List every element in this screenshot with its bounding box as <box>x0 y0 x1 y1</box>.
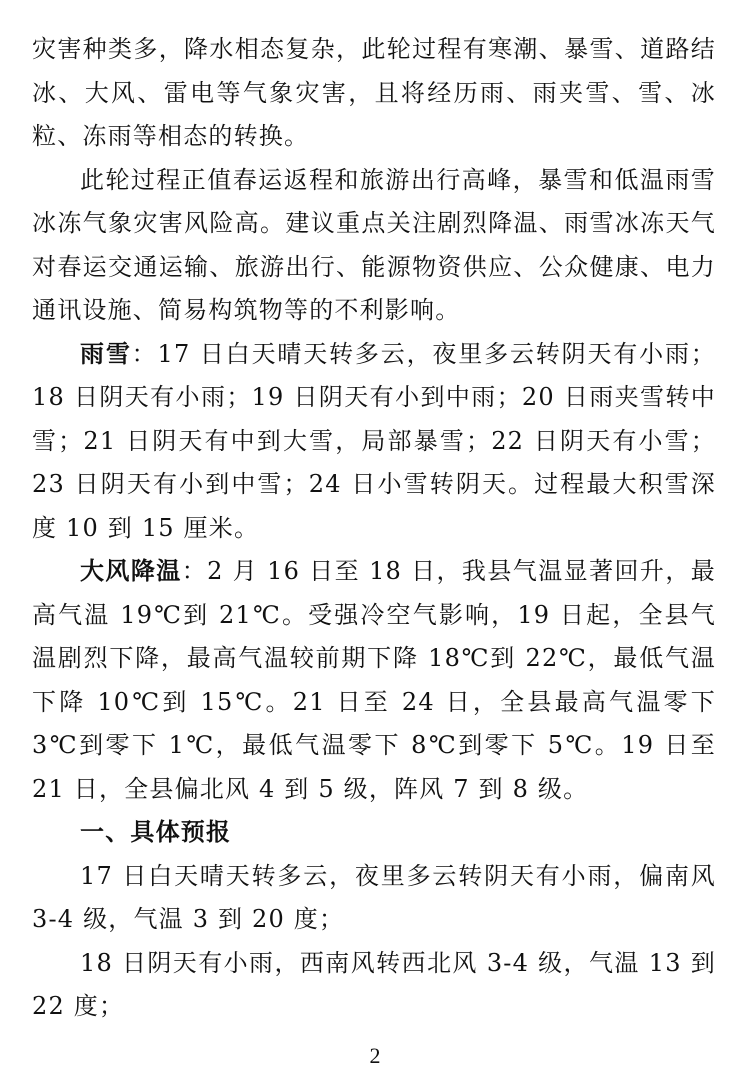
paragraph-wind-cooling <box>32 550 716 811</box>
page-number: 2 <box>369 1043 381 1068</box>
paragraph-travel-risk: 此轮过程正值春运返程和旅游出行高峰，暴雪和低温雨雪冰冻气象灾害风险高。建议重点关注剧烈降温、雨雪冰冻天气对春运交通运输、旅游出行、能源物资供应、公众健康、电力通讯设施、简易构筑物等的不利影响。 <box>32 165 716 324</box>
paragraph-hazard-types: 灾害种类多，降水相态复杂，此轮过程有寒潮、暴雪、道路结冰、大风、雷电等气象灾害，且将经历雨、雨夹雪、雪、冰粒、冻雨等相态的转换。 <box>32 35 716 150</box>
wind-cooling-text: ：2 月 16 日至 18 日，我县气温显著回升，最高气温 19℃到 21℃。受强冷空气影响，19 日起，全县气温剧烈下降，最高气温较前期下降 18℃到 22℃，最低气温下降 10℃到 15℃。21 日至 24 日，全县最高气温零下 3℃到零下 1℃，最低气温零下 8℃到零下 5℃。19 日至 21 日，全县偏北风 4 到 5 级，阵风 7 到 8 级。 <box>32 557 716 803</box>
wind-cooling-label: 大风降温 <box>80 557 182 585</box>
rain-snow-text: ：17 日白天晴天转多云，夜里多云转阴天有小雨；18 日阴天有小雨；19 日阴天有小到中雨；20 日雨夹雪转中雪；21 日阴天有中到大雪，局部暴雪；22 日阴天有小雪；23 日阴天有小到中雪；24 日小雪转阴天。过程最大积雪深度 10 到 15 厘米。 <box>32 339 716 542</box>
section-heading-forecast: 一、具体预报 <box>80 818 232 846</box>
document-body <box>32 28 716 1029</box>
paragraph-rain-snow <box>32 333 716 551</box>
forecast-day-17: 17 日白天晴天转多云，夜里多云转阴天有小雨，偏南风 3-4 级，气温 3 到 20 度； <box>32 861 716 933</box>
rain-snow-label: 雨雪 <box>80 339 132 368</box>
forecast-day-18: 18 日阴天有小雨，西南风转西北风 3-4 级，气温 13 到 22 度； <box>32 948 716 1020</box>
